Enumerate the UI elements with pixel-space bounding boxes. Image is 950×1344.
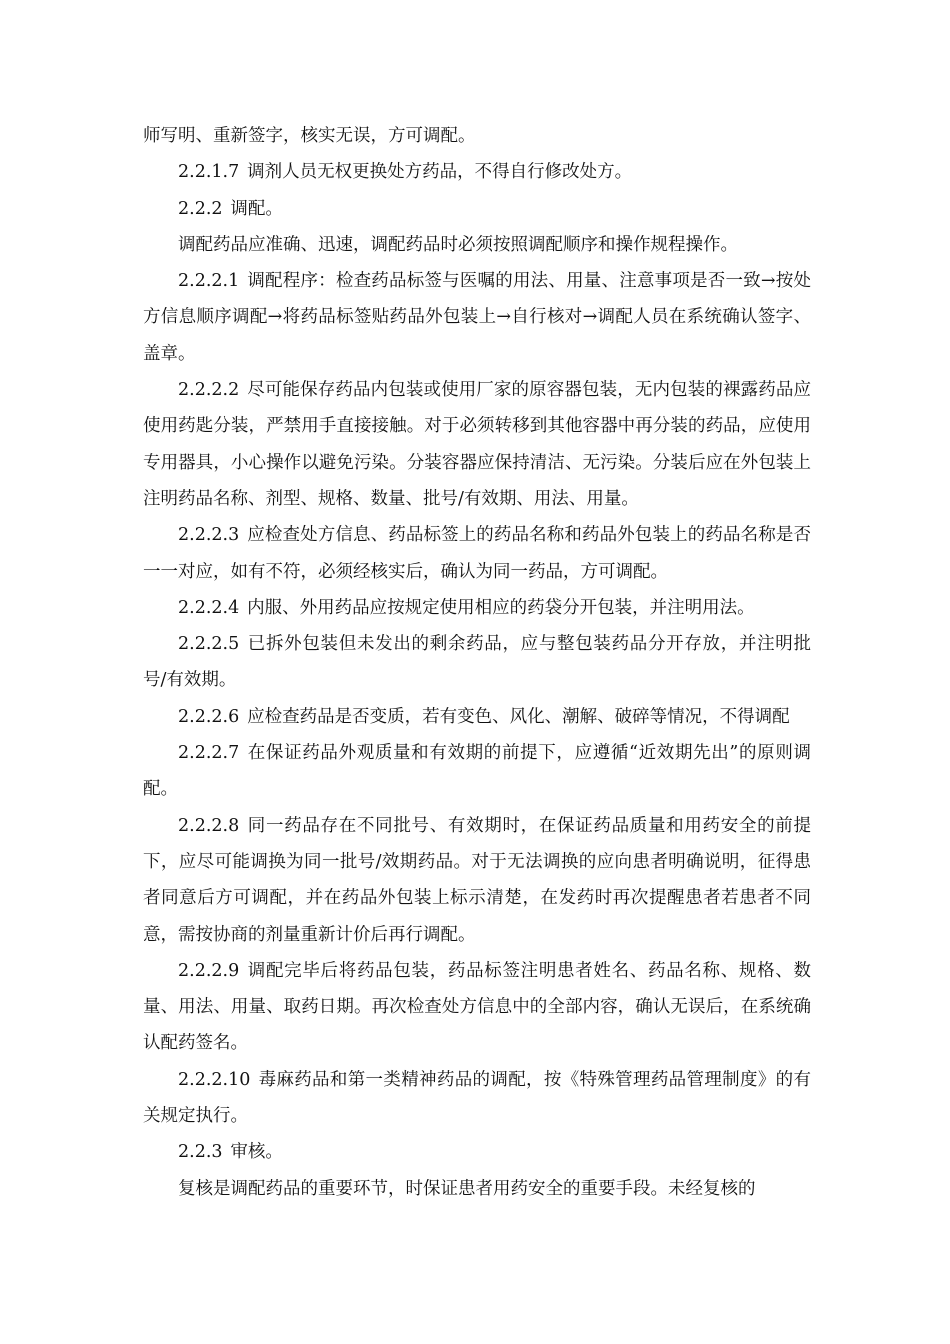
paragraph-text: 同一药品存在不同批号、有效期时，在保证药品质量和用药安全的前提下，应尽可能调换为同一批号/效期药品。对于无法调换的应向患者明确说明，征得患者同意后方可调配，并在药品外包装上标示清楚，在发药时再次提醒患者若患者不同意，需按协商的剂量重新计价后再行调配。 <box>143 815 811 945</box>
paragraph-text: 尽可能保存药品内包装或使用厂家的原容器包装，无内包装的裸露药品应使用药匙分装，严禁用手直接接触。对于必须转移到其他容器中再分装的药品，应使用专用器具，小心操作以避免污染。分装容器应保持清洁、无污染。分装后应在外包装上注明药品名称、剂型、规格、数量、批号/有效期、用法、用量。 <box>143 380 811 509</box>
paragraph-continuation <box>143 118 811 154</box>
paragraph-review-intro <box>143 1171 811 1207</box>
section-number: 2.2.1.7 <box>178 162 240 183</box>
paragraph-2-2-2-7 <box>143 735 811 808</box>
section-number: 2.2.2.4 <box>178 597 240 618</box>
section-number: 2.2.3 <box>178 1142 223 1163</box>
section-number: 2.2.2.2 <box>178 380 240 401</box>
section-number: 2.2.2.5 <box>178 634 240 655</box>
document-page <box>143 118 811 1207</box>
paragraph-text: 内服、外用药品应按规定使用相应的药袋分开包装，并注明用法。 <box>247 597 755 618</box>
paragraph-text: 在保证药品外观质量和有效期的前提下，应遵循“近效期先出”的原则调配。 <box>143 743 811 800</box>
section-number: 2.2.2 <box>178 198 223 219</box>
paragraph-2-2-1-7 <box>143 154 811 190</box>
section-title: 调配。 <box>230 198 283 219</box>
paragraph-text: 毒麻药品和第一类精神药品的调配，按《特殊管理药品管理制度》的有关规定执行。 <box>143 1069 811 1127</box>
section-number: 2.2.2.1 <box>178 271 240 292</box>
paragraph-intro-dispensing <box>143 227 811 263</box>
section-number: 2.2.2.3 <box>178 525 240 546</box>
paragraph-2-2-2-8 <box>143 808 811 953</box>
paragraph-text: 调剂人员无权更换处方药品，不得自行修改处方。 <box>247 162 633 183</box>
heading-2-2-3 <box>143 1134 811 1170</box>
paragraph-2-2-2-6 <box>143 699 811 735</box>
paragraph-2-2-2-10 <box>143 1062 811 1135</box>
section-number: 2.2.2.6 <box>178 706 240 727</box>
paragraph-2-2-2-9 <box>143 953 811 1062</box>
section-number: 2.2.2.10 <box>178 1069 251 1090</box>
paragraph-text: 应检查处方信息、药品标签上的药品名称和药品外包装上的药品名称是否一一对应，如有不符，必须经核实后，确认为同一药品，方可调配。 <box>143 525 811 582</box>
section-number: 2.2.2.7 <box>178 743 240 764</box>
paragraph-text: 调配药品应准确、迅速，调配药品时必须按照调配顺序和操作规程操作。 <box>178 234 738 255</box>
paragraph-text: 已拆外包装但未发出的剩余药品，应与整包装药品分开存放，并注明批号/有效期。 <box>143 634 811 691</box>
paragraph-2-2-2-3 <box>143 517 811 590</box>
heading-2-2-2 <box>143 191 811 227</box>
paragraph-text: 师写明、重新签字，核实无误，方可调配。 <box>143 126 476 146</box>
paragraph-text: 调配程序：检查药品标签与医嘱的用法、用量、注意事项是否一致→按处方信息顺序调配→将药品标签贴药品外包装上→自行核对→调配人员在系统确认签字、盖章。 <box>143 271 811 364</box>
section-number: 2.2.2.8 <box>178 815 240 836</box>
paragraph-text: 复核是调配药品的重要环节，时保证患者用药安全的重要手段。未经复核的 <box>178 1178 756 1199</box>
paragraph-text: 调配完毕后将药品包装，药品标签注明患者姓名、药品名称、规格、数量、用法、用量、取药日期。再次检查处方信息中的全部内容，确认无误后，在系统确认配药签名。 <box>143 960 811 1054</box>
paragraph-2-2-2-1 <box>143 263 811 372</box>
paragraph-2-2-2-5 <box>143 626 811 699</box>
paragraph-text: 应检查药品是否变质，若有变色、风化、潮解、破碎等情况，不得调配 <box>247 706 790 727</box>
paragraph-2-2-2-4 <box>143 590 811 626</box>
section-title: 审核。 <box>230 1142 283 1163</box>
paragraph-2-2-2-2 <box>143 372 811 517</box>
section-number: 2.2.2.9 <box>178 960 240 981</box>
